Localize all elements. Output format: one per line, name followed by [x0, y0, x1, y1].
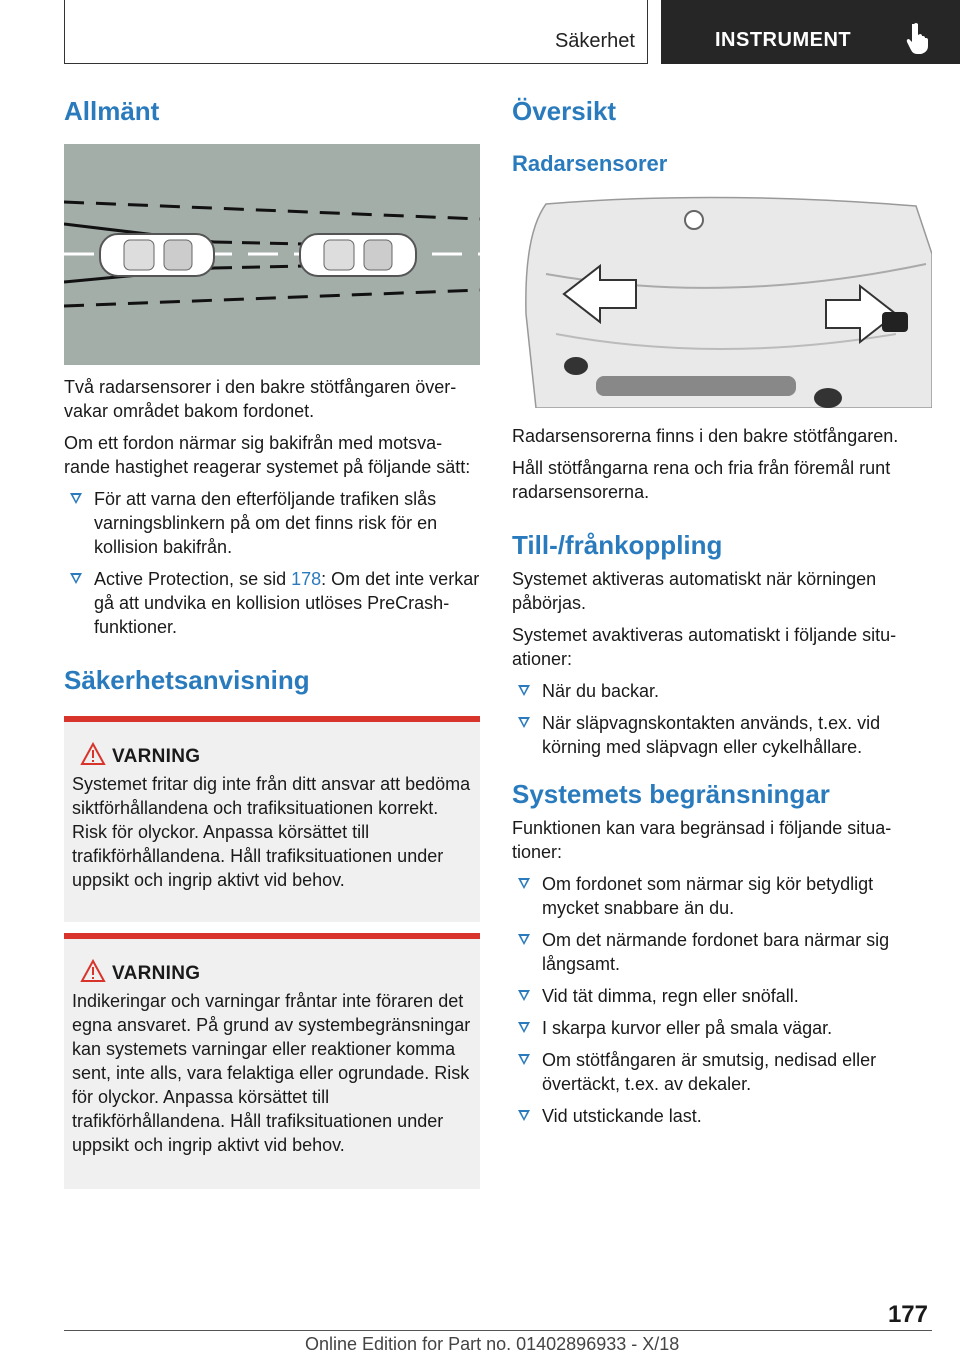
list-item: Vid utstickande last.: [512, 1104, 932, 1128]
subsection-title-radar: Radarsensorer: [512, 151, 668, 177]
bullet-triangle-icon: [518, 685, 530, 696]
hand-pointer-icon: [905, 22, 931, 54]
header-chapter-tab[interactable]: [661, 0, 960, 64]
general-bullets: [64, 487, 480, 639]
limits-bullets: [512, 872, 932, 1128]
page-number: 177: [887, 1301, 928, 1328]
header-section-label: Säkerhet: [554, 30, 635, 52]
section-title-onoff: Till-/frånkoppling: [512, 529, 723, 560]
list-item: Om fordonet som närmar sig kör betydligt mycket snabbare än du.: [512, 872, 932, 920]
bullet-triangle-icon: [70, 493, 82, 504]
car-front: [300, 234, 416, 276]
bullet-triangle-icon: [518, 1022, 530, 1033]
illustration-rear-bumper-radar: [516, 194, 932, 408]
bullet-triangle-icon: [518, 934, 530, 945]
warning-label: VARNING: [112, 963, 201, 985]
list-item: Vid tät dimma, regn eller snöfall.: [512, 984, 932, 1008]
general-para-2: Om ett fordon närmar sig bakifrån med motsvarande hastighet reagerar systemet på följande sätt:: [64, 433, 471, 478]
onoff-para-1: Systemet aktiveras automatiskt när körningen påbörjas.: [512, 568, 877, 613]
header-chapter-label: INSTRUMENT: [715, 29, 852, 51]
limits-para: Funktionen kan vara begränsad i följande situationer:: [512, 817, 892, 862]
list-item: I skarpa kurvor eller på smala vägar.: [512, 1016, 932, 1040]
bullet-triangle-icon: [518, 878, 530, 889]
warning-label: VARNING: [112, 746, 201, 768]
header-section-tab[interactable]: [64, 0, 648, 64]
bullet-triangle-icon: [70, 573, 82, 584]
section-title-general: Allmänt: [64, 96, 160, 126]
warning-box-2: [64, 933, 480, 1189]
illustration-two-cars-radar: [64, 144, 480, 365]
bullet-triangle-icon: [518, 1110, 530, 1121]
general-para-1: Två radarsensorer i den bakre stötfångaren övervakar området bakom fordonet.: [64, 377, 457, 422]
warning-text: Systemet fritar dig inte från ditt ansvar att bedöma siktförhållandena och trafiksituationen korrekt. Risk för olyckor. Anpassa körsättet till trafikförhållandena. Håll trafiksituationen under uppsikt och ingrip aktivt vid behov.: [72, 774, 471, 891]
bullet-triangle-icon: [518, 1054, 530, 1065]
list-item: Active Protection, se sid 178: Om det inte verkar gå att undvika en kollision utlöses PreCrash-funktioner.: [64, 567, 480, 639]
list-item: När du backar.: [512, 679, 932, 703]
section-title-overview: Översikt: [512, 96, 617, 126]
bullet-triangle-icon: [518, 717, 530, 728]
warning-triangle-icon: [80, 742, 106, 766]
section-title-limits: Systemets begränsningar: [512, 778, 830, 809]
page-link-178[interactable]: 178: [291, 569, 322, 590]
car-rear: [100, 234, 214, 276]
left-column: [64, 96, 480, 1189]
onoff-para-2: Systemet avaktiveras automatiskt i följande situationer:: [512, 624, 897, 669]
bullet-triangle-icon: [518, 990, 530, 1001]
footer-edition: Online Edition for Part no. 01402896933 - X/18: [305, 1334, 680, 1354]
list-item: Om det närmande fordonet bara närmar sig långsamt.: [512, 928, 932, 976]
list-item: För att varna den efterföljande trafiken slås varningsblinkern på om det finns risk för en kollision bakifrån.: [64, 487, 480, 559]
list-item: När släpvagnskontakten används, t.ex. vid körning med släpvagn eller cykelhållare.: [512, 711, 932, 759]
right-column: [512, 96, 932, 1136]
section-title-safety: Säkerhetsanvisning: [64, 665, 310, 696]
warning-triangle-icon: [80, 959, 106, 983]
onoff-bullets: [512, 679, 932, 759]
radar-para-2: Håll stötfångarna rena och fria från föremål runt radarsensorerna.: [512, 457, 891, 502]
list-item: Om stötfångaren är smutsig, nedisad eller övertäckt, t.ex. av dekaler.: [512, 1048, 932, 1096]
radar-para-1: Radarsensorerna finns i den bakre stötfångaren.: [512, 425, 899, 446]
footer-divider: [64, 1330, 932, 1331]
warning-text: Indikeringar och varningar fråntar inte föraren det egna ansvaret. På grund av systembegränsningar kan systemets varningar eller reaktioner komma sent, inte alls, vara felaktiga eller ogrundade. Risk för olyckor. Anpassa körsättet till trafikförhållandena. Håll trafiksituationen under uppsikt och ingrip aktivt vid behov.: [72, 991, 471, 1156]
warning-box-1: [64, 716, 480, 922]
